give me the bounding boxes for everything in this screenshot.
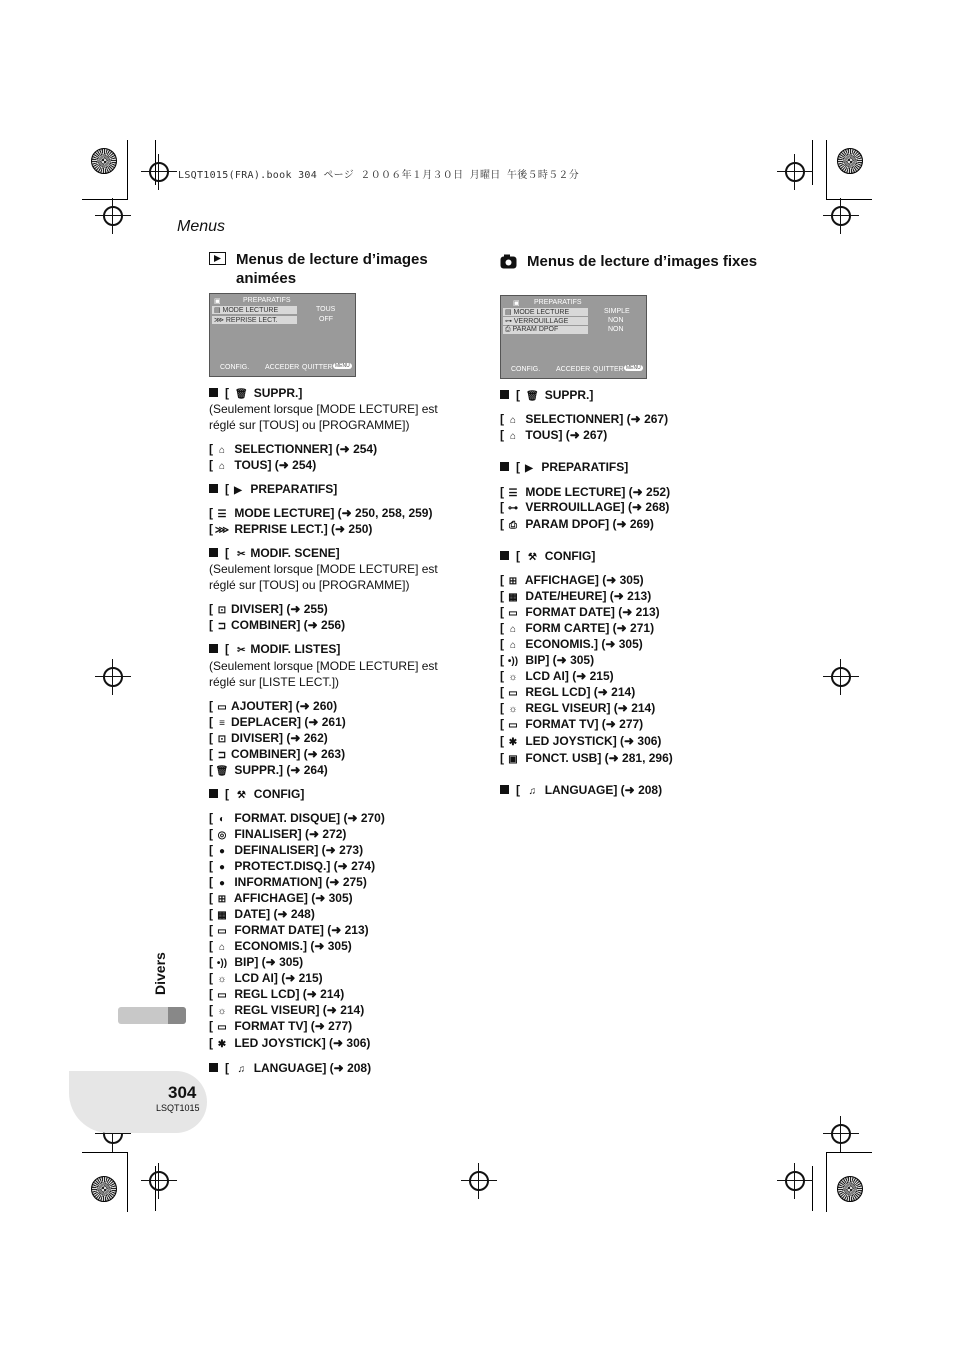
- list-item: [ ● DEFINALISER] (➜ 273): [209, 842, 363, 860]
- list-item: [ •)) BIP] (➜ 305): [209, 954, 303, 972]
- list-item: [ ⌂ SELECTIONNER] (➜ 267): [500, 411, 668, 429]
- divide-icon: ⊡: [217, 734, 227, 745]
- list-item: [ •)) BIP] (➜ 305): [500, 652, 594, 670]
- lcd-ai-icon: ☼: [217, 974, 227, 985]
- crosshair-mark-icon: [785, 1171, 805, 1191]
- list-item: [ ⌂ TOUS] (➜ 267): [500, 427, 607, 445]
- crosshair-mark-icon: [785, 162, 805, 182]
- divide-icon: ⊡: [217, 605, 227, 616]
- information-icon: ●: [218, 878, 226, 889]
- left-menu-screen: ▣ PREPARATIFS ▤ MODE LECTURE TOUS ⋙ REPRISE LECT. OFF CONFIG. ACCEDER QUITTER MENU: [209, 293, 356, 377]
- list-item: [ ▭ REGL LCD] (➜ 214): [209, 986, 344, 1004]
- list-item: [ ● INFORMATION] (➜ 275): [209, 874, 367, 892]
- all-icon: ⌂: [218, 461, 226, 472]
- crosshair-mark-icon: [149, 1171, 169, 1191]
- usb-icon: ▣: [508, 754, 518, 765]
- tv-icon: ▭: [508, 720, 518, 731]
- date-icon: ▦: [217, 910, 227, 921]
- list-item: [ ● PROTECT.DISQ.] (➜ 274): [209, 858, 375, 876]
- crosshair-mark-icon: [831, 667, 851, 687]
- right-menu-screen: ▣ PREPARATIFS ▤ MODE LECTURE SIMPLE ⊶ VERROUILLAGE NON ⎙ PARAM DPOF NON CONFIG. ACCEDER QUITTER MENU: [500, 295, 647, 379]
- language-icon: ♫: [528, 786, 537, 797]
- left-config-heading: [ ⚒ CONFIG]: [209, 786, 304, 804]
- lcd-adjust-icon: ▭: [217, 990, 227, 1001]
- crosshair-mark-icon: [149, 162, 169, 182]
- registration-mark-icon: [837, 148, 863, 174]
- list-item: [ ⌂ ECONOMIS.] (➜ 305): [209, 938, 352, 956]
- move-icon: ≡: [219, 718, 225, 729]
- crop-mark: [82, 1152, 128, 1153]
- right-config-heading: [ ⚒ CONFIG]: [500, 548, 595, 566]
- right-heading: [500, 252, 770, 292]
- play-icon: ▶: [525, 463, 533, 474]
- beep-icon: •)): [507, 656, 519, 667]
- list-item: [ ▭ FORMAT DATE] (➜ 213): [500, 604, 660, 622]
- doc-code: LSQT1015: [156, 1103, 200, 1113]
- resume-icon: ⋙: [214, 525, 230, 536]
- list-item: [ ≡ DEPLACER] (➜ 261): [209, 714, 346, 732]
- list-item: [ ▦ DATE] (➜ 248): [209, 906, 315, 924]
- viewfinder-icon: ☼: [508, 704, 518, 715]
- list-item: [ ⌂ FORM CARTE] (➜ 271): [500, 620, 654, 638]
- list-item: [ ⌂ ECONOMIS.] (➜ 305): [500, 636, 643, 654]
- list-item: [ ▭ FORMAT TV] (➜ 277): [209, 1018, 352, 1036]
- list-item: [ ⊡ DIVISER] (➜ 262): [209, 730, 328, 748]
- definalize-icon: ●: [218, 846, 226, 857]
- trash-icon: 🗑: [525, 391, 539, 402]
- right-language-heading: [ ♫ LANGUAGE] (➜ 208): [500, 782, 662, 800]
- crop-mark: [127, 1152, 128, 1212]
- list-item: [ ▭ FORMAT TV] (➜ 277): [500, 716, 643, 734]
- note: (Seulement lorsque [MODE LECTURE] est réglé sur [TOUS] ou [PROGRAMME]): [209, 402, 438, 432]
- trash-icon: 🗑: [215, 766, 229, 777]
- tools-icon: ⚒: [527, 552, 537, 563]
- select-icon: ⌂: [509, 415, 517, 426]
- registration-mark-icon: [91, 148, 117, 174]
- list-item: [ ☼ REGL VISEUR] (➜ 214): [209, 1002, 364, 1020]
- card-format-icon: ⌂: [509, 624, 517, 635]
- crosshair-mark-icon: [831, 1124, 851, 1144]
- list-item: [ ⊐ COMBINER] (➜ 263): [209, 746, 345, 764]
- list-item: [ ◎ FINALISER] (➜ 272): [209, 826, 346, 844]
- section-title: Menus: [177, 218, 226, 235]
- page-number: 304: [168, 1083, 197, 1102]
- list-item: [ ⊐ COMBINER] (➜ 256): [209, 617, 345, 635]
- list-item: [ ☰ MODE LECTURE] (➜ 252): [500, 484, 670, 502]
- list-item: [ ✱ LED JOYSTICK] (➜ 306): [209, 1035, 370, 1053]
- protect-disc-icon: ●: [218, 862, 226, 873]
- play-icon: [209, 252, 227, 266]
- screen-title: PREPARATIFS: [243, 297, 291, 304]
- all-icon: ⌂: [509, 431, 517, 442]
- date-format-icon: ▭: [508, 608, 518, 619]
- list-item: [ ▭ AJOUTER] (➜ 260): [209, 698, 337, 716]
- list-item: [ ⌂ SELECTIONNER] (➜ 254): [209, 441, 377, 459]
- crosshair-mark-icon: [469, 1171, 489, 1191]
- language-icon: ♫: [237, 1064, 246, 1075]
- right-heading-text: Menus de lecture d’images fixes: [527, 253, 758, 270]
- crop-mark: [812, 140, 813, 185]
- select-icon: ⌂: [218, 445, 226, 456]
- scissors-icon: ✂: [237, 549, 246, 560]
- list-item: [ ⌂ TOUS] (➜ 254): [209, 457, 316, 475]
- left-modif-scene-heading: [ ✂ MODIF. SCENE]: [209, 545, 340, 563]
- tv-icon: ▭: [217, 1022, 227, 1033]
- list-item: [ 🗑 SUPPR.] (➜ 264): [209, 762, 328, 780]
- side-tab-bar: [118, 1007, 186, 1024]
- list-item: [ ☰ MODE LECTURE] (➜ 250, 258, 259): [209, 505, 432, 523]
- left-language-heading: [ ♫ LANGUAGE] (➜ 208): [209, 1060, 371, 1078]
- left-modif-listes-heading: [ ✂ MODIF. LISTES]: [209, 641, 340, 659]
- left-suppr-heading: [ 🗑 SUPPR.]: [209, 385, 302, 403]
- joystick-icon: ✱: [508, 737, 518, 748]
- list-item: [ ⋙ REPRISE LECT.] (➜ 250): [209, 521, 372, 539]
- lcd-adjust-icon: ▭: [508, 688, 518, 699]
- crosshair-mark-icon: [103, 667, 123, 687]
- power-save-icon: ⌂: [218, 942, 226, 953]
- date-icon: ▦: [508, 592, 518, 603]
- crop-mark: [82, 199, 128, 200]
- list-item: [ ☼ LCD AI] (➜ 215): [209, 970, 323, 988]
- combine-icon: ⊐: [217, 750, 227, 761]
- display-icon: ⊞: [508, 576, 518, 587]
- print-icon: ⎙: [509, 520, 517, 531]
- list-item: [ ✱ LED JOYSTICK] (➜ 306): [500, 733, 661, 751]
- disc-format-icon: ◐: [218, 814, 226, 825]
- note: (Seulement lorsque [MODE LECTURE] est réglé sur [LISTE LECT.]): [209, 659, 438, 689]
- crop-mark: [826, 140, 827, 200]
- date-format-icon: ▭: [217, 926, 227, 937]
- camera-icon: [500, 254, 518, 269]
- crosshair-mark-icon: [103, 206, 123, 226]
- crop-mark: [826, 1152, 827, 1212]
- list-item: [ ⊡ DIVISER] (➜ 255): [209, 601, 328, 619]
- beep-icon: •)): [216, 958, 228, 969]
- list-mode-icon: ☰: [217, 509, 227, 520]
- right-suppr-heading: [ 🗑 SUPPR.]: [500, 387, 593, 405]
- screen-title: PREPARATIFS: [534, 299, 582, 306]
- trash-icon: 🗑: [234, 389, 248, 400]
- scissors-icon: ✂: [237, 645, 246, 656]
- list-item: [ ◐ FORMAT. DISQUE] (➜ 270): [209, 810, 385, 828]
- display-icon: ⊞: [217, 894, 227, 905]
- left-heading: [209, 250, 479, 290]
- print-header: LSQT1015(FRA).book 304 ページ ２００６年１月３０日 月曜日 午後５時５２分: [178, 170, 580, 181]
- side-tab-label: Divers: [152, 952, 168, 995]
- registration-mark-icon: [837, 1176, 863, 1202]
- crop-mark: [826, 199, 872, 200]
- list-item: [ ▦ DATE/HEURE] (➜ 213): [500, 588, 651, 606]
- add-icon: ▭: [217, 702, 227, 713]
- list-item: [ ▭ FORMAT DATE] (➜ 213): [209, 922, 369, 940]
- note: (Seulement lorsque [MODE LECTURE] est réglé sur [TOUS] ou [PROGRAMME]): [209, 562, 438, 592]
- crop-mark: [826, 1152, 872, 1153]
- finalize-icon: ◎: [217, 830, 227, 841]
- crosshair-mark-icon: [831, 206, 851, 226]
- list-item: [ ▣ FONCT. USB] (➜ 281, 296): [500, 750, 673, 768]
- list-item: [ ⊞ AFFICHAGE] (➜ 305): [500, 572, 644, 590]
- power-save-icon: ⌂: [509, 640, 517, 651]
- list-item: [ ⊶ VERROUILLAGE] (➜ 268): [500, 499, 669, 517]
- list-item: [ ☼ REGL VISEUR] (➜ 214): [500, 700, 655, 718]
- viewfinder-icon: ☼: [217, 1006, 227, 1017]
- lcd-ai-icon: ☼: [508, 672, 518, 683]
- registration-mark-icon: [91, 1176, 117, 1202]
- list-item: [ ☼ LCD AI] (➜ 215): [500, 668, 614, 686]
- crop-mark: [812, 1166, 813, 1211]
- list-item: [ ⎙ PARAM DPOF] (➜ 269): [500, 516, 654, 534]
- play-icon: ▶: [234, 485, 242, 496]
- list-item: [ ▭ REGL LCD] (➜ 214): [500, 684, 635, 702]
- joystick-icon: ✱: [217, 1039, 227, 1050]
- left-preparatifs-heading: [ ▶ PREPARATIFS]: [209, 481, 337, 499]
- list-item: [ ⊞ AFFICHAGE] (➜ 305): [209, 890, 353, 908]
- left-heading-text: Menus de lecture d’images animées: [236, 251, 428, 287]
- tools-icon: ⚒: [236, 790, 246, 801]
- crop-mark: [127, 140, 128, 200]
- key-icon: ⊶: [508, 503, 518, 514]
- combine-icon: ⊐: [217, 621, 227, 632]
- right-preparatifs-heading: [ ▶ PREPARATIFS]: [500, 459, 628, 477]
- list-mode-icon: ☰: [508, 488, 518, 499]
